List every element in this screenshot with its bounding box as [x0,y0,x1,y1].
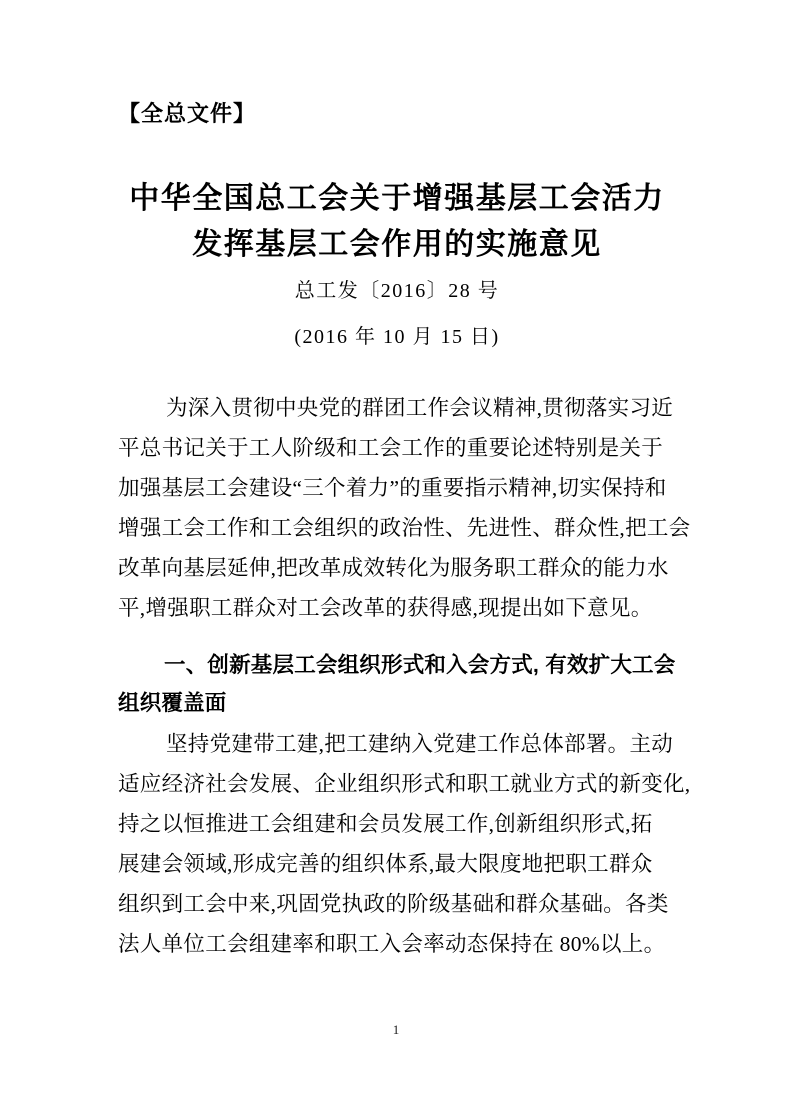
section-one-line-2: 适应经济社会发展、企业组织形式和职工就业方式的新变化, [118,772,691,796]
intro-line-3: 加强基层工会建设“三个着力”的重要指示精神,切实保持和 [118,476,667,500]
intro-line-2: 平总书记关于工人阶级和工会工作的重要论述特别是关于 [118,436,664,460]
document-date: (2016 年 10 月 15 日) [294,326,500,348]
document-title-line-2: 发挥基层工会作用的实施意见 [192,228,602,261]
section-one-heading-line-2: 组织覆盖面 [118,691,227,715]
section-one-heading-line-1: 一、创新基层工会组织形式和入会方式, 有效扩大工会 [164,653,676,677]
section-one-line-1: 坚持党建带工建,把工建纳入党建工作总体部署。主动 [166,732,674,756]
intro-line-6: 平,增强职工群众对工会改革的获得感,现提出如下意见。 [118,596,653,620]
document-meta [118,268,676,360]
page-number: 1 [392,1022,400,1037]
intro-paragraph [118,388,691,628]
document-title-line-1: 中华全国总工会关于增强基层工会活力 [129,182,665,215]
section-one-paragraph [118,724,691,964]
section-one-line-3: 持之以恒推进工会组建和会员发展工作,创新组织形式,拓 [118,812,653,836]
document-title [118,176,676,268]
section-one-heading [118,646,678,722]
section-one-line-4: 展建会领域,形成完善的组织体系,最大限度地把职工群众 [118,852,653,876]
document-category-tag: 【全总文件】 [118,101,257,126]
intro-line-5: 改革向基层延伸,把改革成效转化为服务职工群众的能力水 [118,556,669,580]
document-number: 总工发〔2016〕28 号 [294,280,500,302]
section-one-line-5: 组织到工会中来,巩固党执政的阶级基础和群众基础。各类 [118,892,669,916]
intro-line-1: 为深入贯彻中央党的群团工作会议精神,贯彻落实习近 [166,396,674,420]
section-one-line-6: 法人单位工会组建率和职工入会率动态保持在 80%以上。 [118,932,666,956]
intro-line-4: 增强工会工作和工会组织的政治性、先进性、群众性,把工会 [118,516,691,540]
